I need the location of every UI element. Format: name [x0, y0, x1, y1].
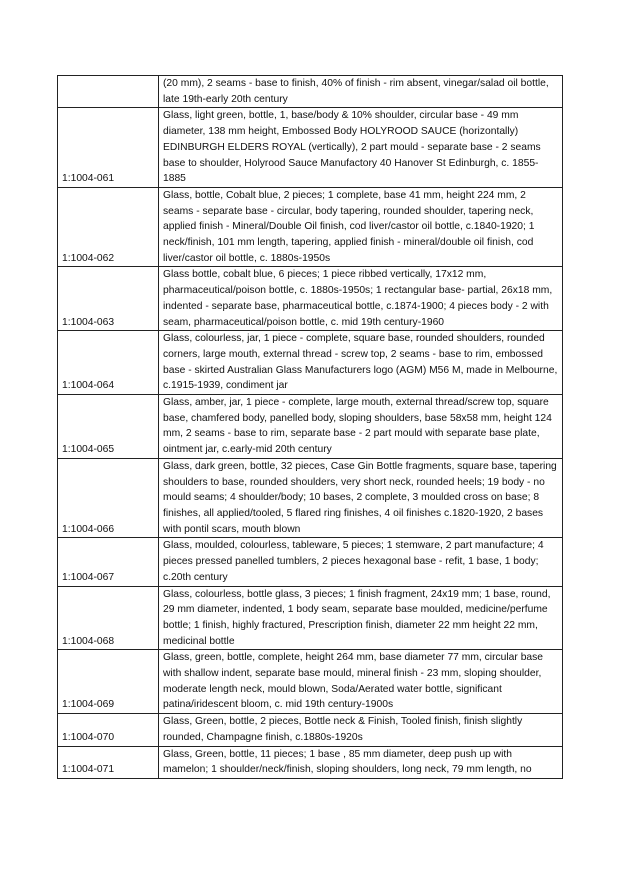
table-row: [58, 395, 563, 459]
catalogue-number: 1:1004-067: [58, 538, 159, 586]
artefact-description: Glass, colourless, bottle glass, 3 pieces; 1 finish fragment, 24x19 mm; 1 base, round, 29 mm diameter, indented, 1 body seam, separate base moulded, medicine/perfume bottle; 1 finish, highly fractured, Prescription finish, diameter 22 mm height 22 mm, medicinal bottle: [159, 586, 563, 650]
artefact-description: Glass, colourless, jar, 1 piece - complete, square base, rounded shoulders, rounded corners, large mouth, external thread - screw top, 2 seams - base to rim, embossed base - skirted Australian Glass Manufacturers logo (AGM) M56 M, made in Melbourne, c.1915-1939, condiment jar: [159, 331, 563, 395]
catalogue-number: 1:1004-061: [58, 108, 159, 188]
artefact-description: Glass bottle, cobalt blue, 6 pieces; 1 piece ribbed vertically, 17x12 mm, pharmaceutical/poison bottle, c. 1880s-1950s; 1 rectangular base- partial, 26x18 mm, indented - separate base, pharmaceutical bottle, c.1874-1900; 4 pieces body - 2 with seam, pharmaceutical/poison bottle, c. mid 19th century-1960: [159, 267, 563, 331]
table-body: [58, 76, 563, 779]
table-row: [58, 187, 563, 267]
table-row: [58, 586, 563, 650]
table-row: [58, 458, 563, 538]
table-row: [58, 746, 563, 778]
artefact-description: Glass, light green, bottle, 1, base/body & 10% shoulder, circular base - 49 mm diameter, 138 mm height, Embossed Body HOLYROOD SAUCE (horizontally) EDINBURGH ELDERS ROYAL (vertically), 2 part mould - separate base - 2 seams base to shoulder, Holyrood Sauce Manufactory 40 Hanover St Edinburgh, c. 1855-1885: [159, 108, 563, 188]
artefact-description: (20 mm), 2 seams - base to finish, 40% of finish - rim absent, vinegar/salad oil bottle, late 19th-early 20th century: [159, 76, 563, 108]
artefact-description: Glass, Green, bottle, 2 pieces, Bottle neck & Finish, Tooled finish, finish slightly rounded, Champagne finish, c.1880s-1920s: [159, 714, 563, 746]
artefact-description: Glass, moulded, colourless, tableware, 5 pieces; 1 stemware, 2 part manufacture; 4 pieces pressed panelled tumblers, 2 pieces hexagonal base - refit, 1 base, 1 body; c.20th century: [159, 538, 563, 586]
catalogue-number: 1:1004-064: [58, 331, 159, 395]
artefact-description: Glass, green, bottle, complete, height 264 mm, base diameter 77 mm, circular base with shallow indent, separate base mould, mineral finish - 23 mm, sloping shoulder, moderate length neck, mould blown, Soda/Aerated water bottle, significant patina/iridescent bloom, c. mid 19th century-1900s: [159, 650, 563, 714]
catalogue-number: [58, 76, 159, 108]
catalogue-number: 1:1004-071: [58, 746, 159, 778]
catalogue-number: 1:1004-065: [58, 395, 159, 459]
artefact-description: Glass, bottle, Cobalt blue, 2 pieces; 1 complete, base 41 mm, height 224 mm, 2 seams - separate base - circular, body tapering, rounded shoulder, tapering neck, applied finish - Mineral/Double Oil finish, cod liver/castor oil bottle, c.1840-1920; 1 neck/finish, 101 mm length, tapering, applied finish - mineral/double oil finish, cod liver/castor oil bottle, c. 1880s-1950s: [159, 187, 563, 267]
table-row: [58, 331, 563, 395]
artefact-description: Glass, Green, bottle, 11 pieces; 1 base , 85 mm diameter, deep push up with mamelon; 1 shoulder/neck/finish, sloping shoulders, long neck, 79 mm length, no: [159, 746, 563, 778]
table-row: [58, 714, 563, 746]
table-row: [58, 108, 563, 188]
catalogue-number: 1:1004-066: [58, 458, 159, 538]
artefact-description: Glass, amber, jar, 1 piece - complete, large mouth, external thread/screw top, square base, chamfered body, panelled body, sloping shoulders, base 58x58 mm, height 124 mm, 2 seams - base to rim, separate base - 2 part mould with separate base plate, ointment jar, c.early-mid 20th century: [159, 395, 563, 459]
table-row: [58, 267, 563, 331]
table-row: [58, 76, 563, 108]
artefact-description: Glass, dark green, bottle, 32 pieces, Case Gin Bottle fragments, square base, tapering shoulders to base, rounded shoulders, very short neck, rounded heels; 19 body - no mould seams; 4 shoulder/body; 10 bases, 2 complete, 3 moulded cross on base; 8 finishes, all applied/tooled, 5 flared ring finishes, 4 oil finishes c.1820-1920, 2 bases with pontil scars, mouth blown: [159, 458, 563, 538]
catalogue-number: 1:1004-062: [58, 187, 159, 267]
catalogue-number: 1:1004-068: [58, 586, 159, 650]
catalogue-number: 1:1004-063: [58, 267, 159, 331]
table-row: [58, 650, 563, 714]
table-row: [58, 538, 563, 586]
catalogue-number: 1:1004-069: [58, 650, 159, 714]
catalogue-number: 1:1004-070: [58, 714, 159, 746]
artefact-catalogue-table: [57, 75, 563, 779]
